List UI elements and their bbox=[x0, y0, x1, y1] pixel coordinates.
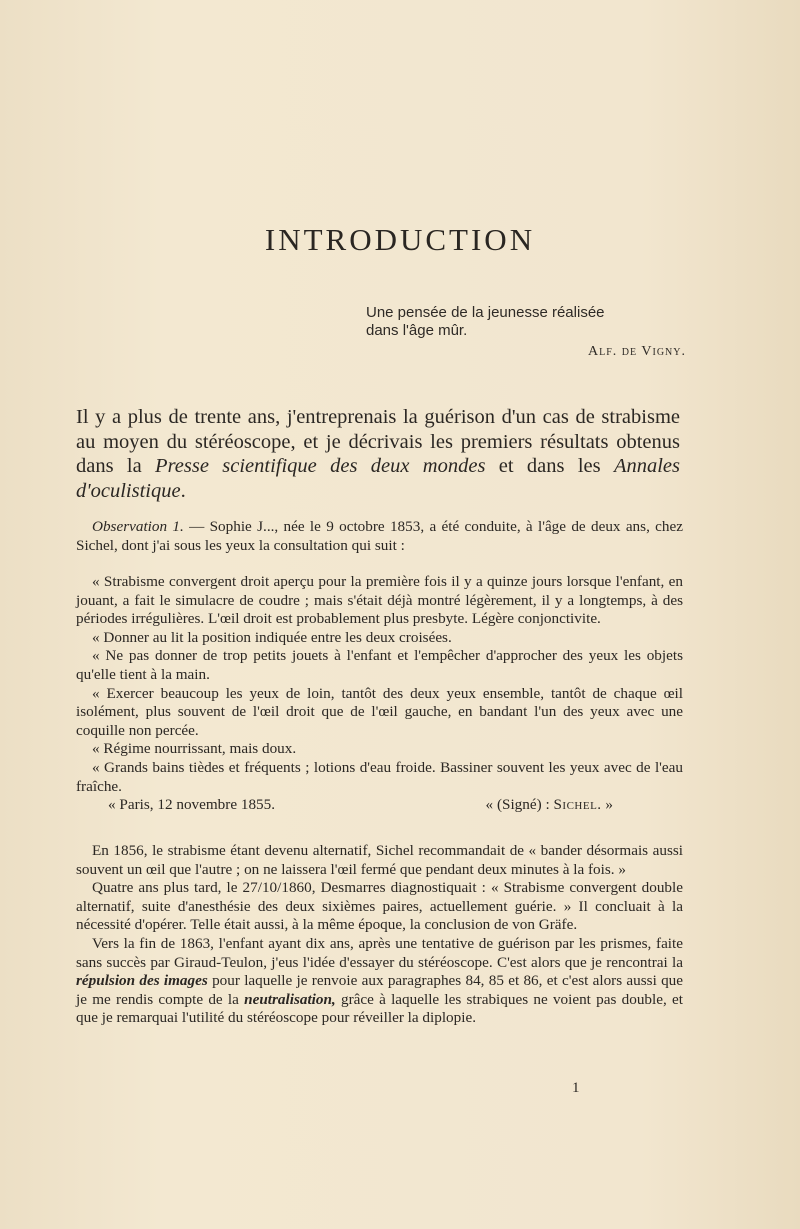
history-p3-text-e: grâce à laquelle les strabiques ne voient pas double, et que je remarquai l'utilité du stéréoscope pour réveiller la diplopie. bbox=[76, 990, 683, 1027]
signature-place-date: « Paris, 12 novembre 1855. bbox=[108, 796, 276, 814]
observation-label: Observation 1. bbox=[92, 518, 184, 535]
page-number: 1 bbox=[572, 1080, 580, 1096]
observation-paragraph bbox=[76, 518, 683, 555]
history-block bbox=[76, 842, 683, 1028]
history-p3-text-c: pour laquelle je renvoie aux paragraphes 84, 85 et 86, et c'est alors aussi que je me rendis compte de la bbox=[76, 972, 684, 1008]
observation-text: — Sophie J..., née le 9 octobre 1853, a été conduite, à l'âge de deux ans, chez Sichel, dont j'ai sous les yeux la consultation qui suit : bbox=[76, 518, 683, 554]
quote-paragraph: « Régime nourrissant, mais doux. bbox=[92, 740, 297, 758]
history-p3-term-neutralisation: neutralisation, bbox=[244, 990, 336, 1008]
quote-paragraph: « Exercer beaucoup les yeux de loin, tantôt des deux yeux ensemble, tantôt de chaque œil isolément, plus souvent de l'œil droit que de l'œil gauche, en bandant l'un des yeux avec une coquille non percée. bbox=[76, 684, 683, 739]
signature-suffix: » bbox=[601, 796, 613, 814]
epigraph-line-1: Une pensée de la jeunesse réalisée bbox=[366, 304, 605, 321]
intro-text-1: Il y a plus de trente ans, j'entreprenais la guérison d'un cas de strabisme au moyen du stéréoscope, et je décrivais les premiers résultats obtenus dans la bbox=[76, 406, 680, 477]
epigraph-author: Alf. de Vigny. bbox=[588, 344, 686, 359]
epigraph bbox=[366, 304, 686, 361]
signature-line bbox=[76, 796, 683, 815]
signature-signed bbox=[470, 796, 613, 815]
intro-text-2: et dans les bbox=[485, 455, 614, 477]
observation-block bbox=[76, 518, 683, 555]
quote-paragraph: « Strabisme convergent droit aperçu pour la première fois il y a quinze jours lorsque l'enfant, en jouant, a fait le simulacre de coudre ; mais s'était déjà montré légèrement, il y a longtemps, à des périodes irrégulières. L'œil droit est probablement plus presbyte. Légère conjonctivite. bbox=[76, 573, 683, 628]
history-paragraph-3 bbox=[76, 935, 683, 1028]
chapter-title: INTRODUCTION bbox=[264, 222, 536, 257]
intro-text-3: . bbox=[180, 479, 186, 502]
signature-name: Sichel. bbox=[553, 796, 602, 814]
intro-journal-1: Presse scientifique des deux mondes bbox=[155, 455, 486, 477]
history-p3-term-repulsion: répulsion des images bbox=[76, 972, 208, 990]
history-paragraph-2: Quatre ans plus tard, le 27/10/1860, Desmarres diagnostiquait : « Strabisme convergent double alternatif, suite d'anesthésie des deux sixièmes paires, actuellement guérie. » Il concluait à la nécessité d'opérer. Telle était aussi, à la même époque, la conclusion de von Gräfe. bbox=[76, 879, 683, 934]
intro-paragraph bbox=[76, 405, 680, 503]
history-p3-text-a: Vers la fin de 1863, l'enfant ayant dix ans, après une tentative de guérison par les prismes, faite sans succès par Giraud-Teulon, j'eus l'idée d'essayer du stéréoscope. C'est alors que je rencontrai la bbox=[76, 934, 683, 971]
quote-paragraph: « Grands bains tièdes et fréquents ; lotions d'eau froide. Bassiner souvent les yeux avec de l'eau fraîche. bbox=[76, 758, 683, 795]
consultation-quotes bbox=[76, 573, 683, 815]
quote-paragraph: « Ne pas donner de trop petits jouets à l'enfant et l'empêcher d'approcher des yeux les objets qu'elle tient à la main. bbox=[76, 647, 683, 683]
quote-paragraph: « Donner au lit la position indiquée entre les deux croisées. bbox=[92, 628, 452, 646]
epigraph-line-2: dans l'âge mûr. bbox=[366, 322, 468, 339]
intro-journal-2: Annales d'oculistique bbox=[76, 455, 680, 502]
history-paragraph-1: En 1856, le strabisme étant devenu alternatif, Sichel recommandait de « bander désormais aussi souvent un œil que l'autre ; on ne laissera l'œil fermé que pendant deux minutes à la fois. » bbox=[76, 842, 683, 878]
signature-prefix: « (Signé) : bbox=[485, 796, 554, 814]
